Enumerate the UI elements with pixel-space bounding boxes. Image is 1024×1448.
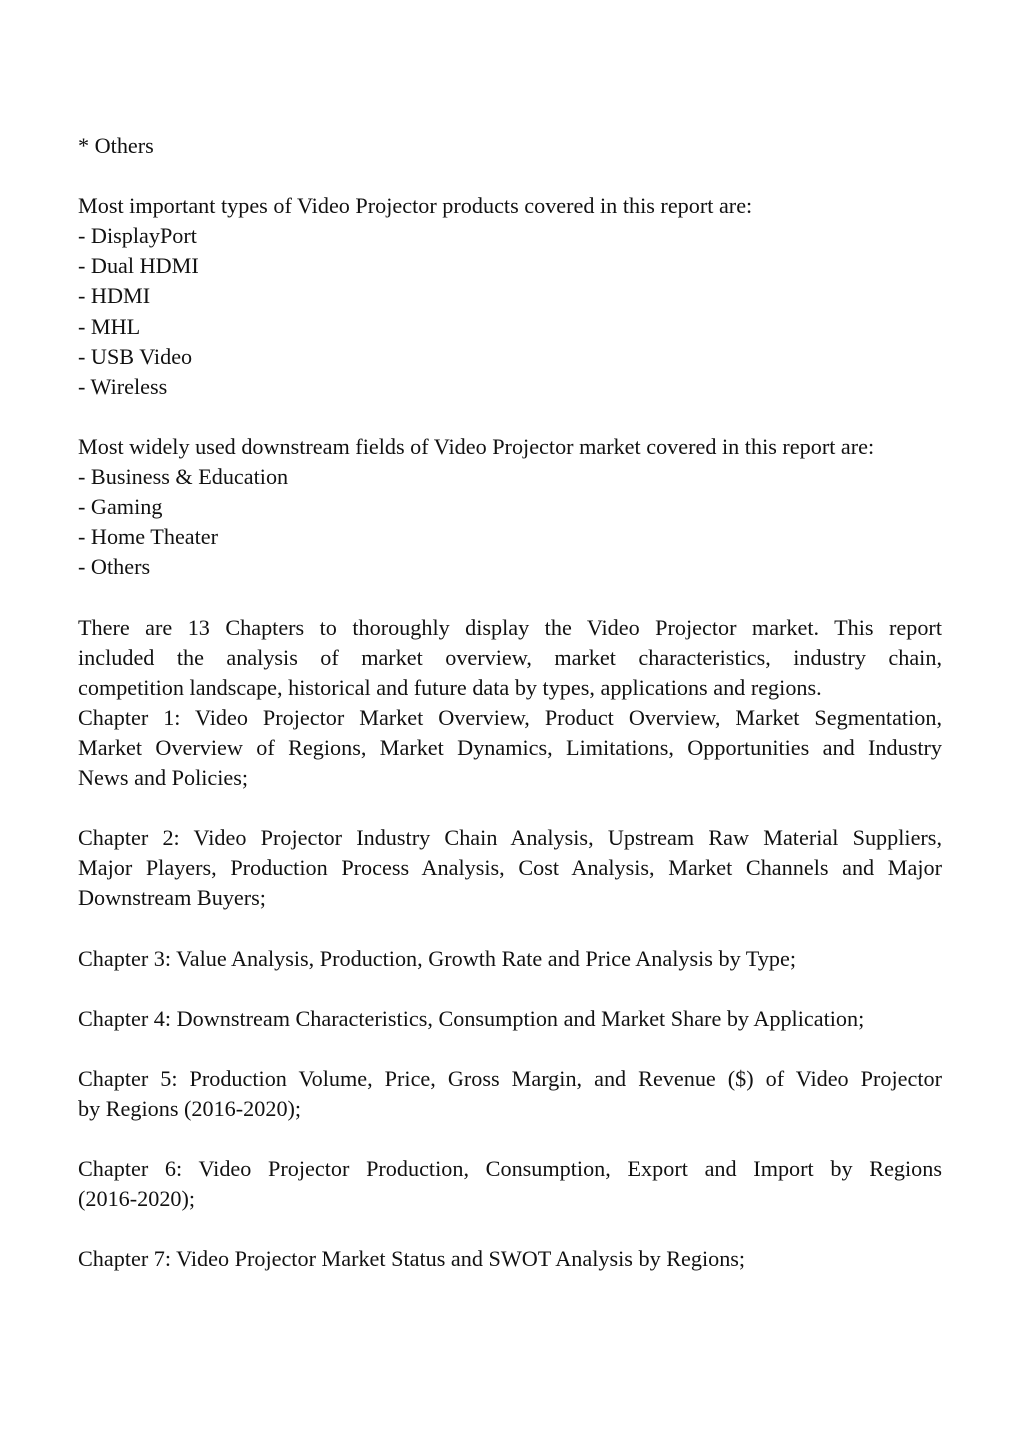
paragraph-line: Chapter 7: Video Projector Market Status and SWOT Analysis by Regions; [78, 1246, 746, 1272]
spacer [78, 161, 942, 191]
chapter-2-paragraph [78, 823, 942, 913]
spacer [78, 402, 942, 432]
type-item: - HDMI [78, 283, 151, 309]
document-page [78, 131, 942, 1275]
chapter-5-paragraph [78, 1064, 942, 1124]
chapter-3-paragraph [78, 944, 942, 974]
type-item: - Wireless [78, 373, 168, 399]
spacer [78, 1034, 942, 1064]
type-item: - Dual HDMI [78, 253, 199, 279]
paragraph-line: competition landscape, historical and future data by types, applications and regions. [78, 674, 822, 700]
paragraph-line: Downstream Buyers; [78, 885, 266, 911]
paragraph-line: Chapter 1: Video Projector Market Overview, Product Overview, Market Segmentation, [78, 704, 942, 730]
paragraph-line: There are 13 Chapters to thoroughly display the Video Projector market. This report [78, 614, 942, 640]
paragraph-line: Chapter 4: Downstream Characteristics, Consumption and Market Share by Application; [78, 1005, 865, 1031]
chapter-6-paragraph [78, 1154, 942, 1214]
field-item: - Gaming [78, 494, 163, 520]
paragraph-line: News and Policies; [78, 764, 249, 790]
paragraph-line: included the analysis of market overview, market characteristics, industry chain, [78, 644, 942, 670]
chapter-4-paragraph [78, 1004, 942, 1034]
paragraph-line: (2016-2020); [78, 1186, 196, 1212]
spacer [78, 913, 942, 943]
spacer [78, 1214, 942, 1244]
spacer [78, 793, 942, 823]
paragraph-line: Market Overview of Regions, Market Dynamics, Limitations, Opportunities and Industry [78, 734, 942, 760]
paragraph-line: Chapter 6: Video Projector Production, Consumption, Export and Import by Regions [78, 1156, 942, 1182]
type-item: - USB Video [78, 343, 193, 369]
fields-heading: Most widely used downstream fields of Video Projector market covered in this report are: [78, 433, 875, 459]
paragraph-line: Chapter 2: Video Projector Industry Chain Analysis, Upstream Raw Material Suppliers, [78, 825, 942, 851]
chapter-1-paragraph [78, 703, 942, 793]
chapters-intro-paragraph [78, 613, 942, 703]
field-item: - Others [78, 554, 151, 580]
paragraph-line: Chapter 3: Value Analysis, Production, Growth Rate and Price Analysis by Type; [78, 945, 797, 971]
paragraph-line: Major Players, Production Process Analysis, Cost Analysis, Market Channels and Major [78, 855, 942, 881]
intro-others-item: * Others [78, 133, 154, 158]
field-item: - Business & Education [78, 464, 289, 490]
spacer [78, 582, 942, 612]
type-item: - DisplayPort [78, 223, 197, 249]
chapter-7-paragraph [78, 1244, 942, 1274]
spacer [78, 1124, 942, 1154]
field-item: - Home Theater [78, 524, 219, 550]
paragraph-line: by Regions (2016-2020); [78, 1096, 302, 1121]
paragraph-line: Chapter 5: Production Volume, Price, Gross Margin, and Revenue ($) of Video Projector [78, 1065, 942, 1091]
type-item: - MHL [78, 313, 141, 339]
types-heading: Most important types of Video Projector products covered in this report are: [78, 193, 753, 219]
spacer [78, 974, 942, 1004]
